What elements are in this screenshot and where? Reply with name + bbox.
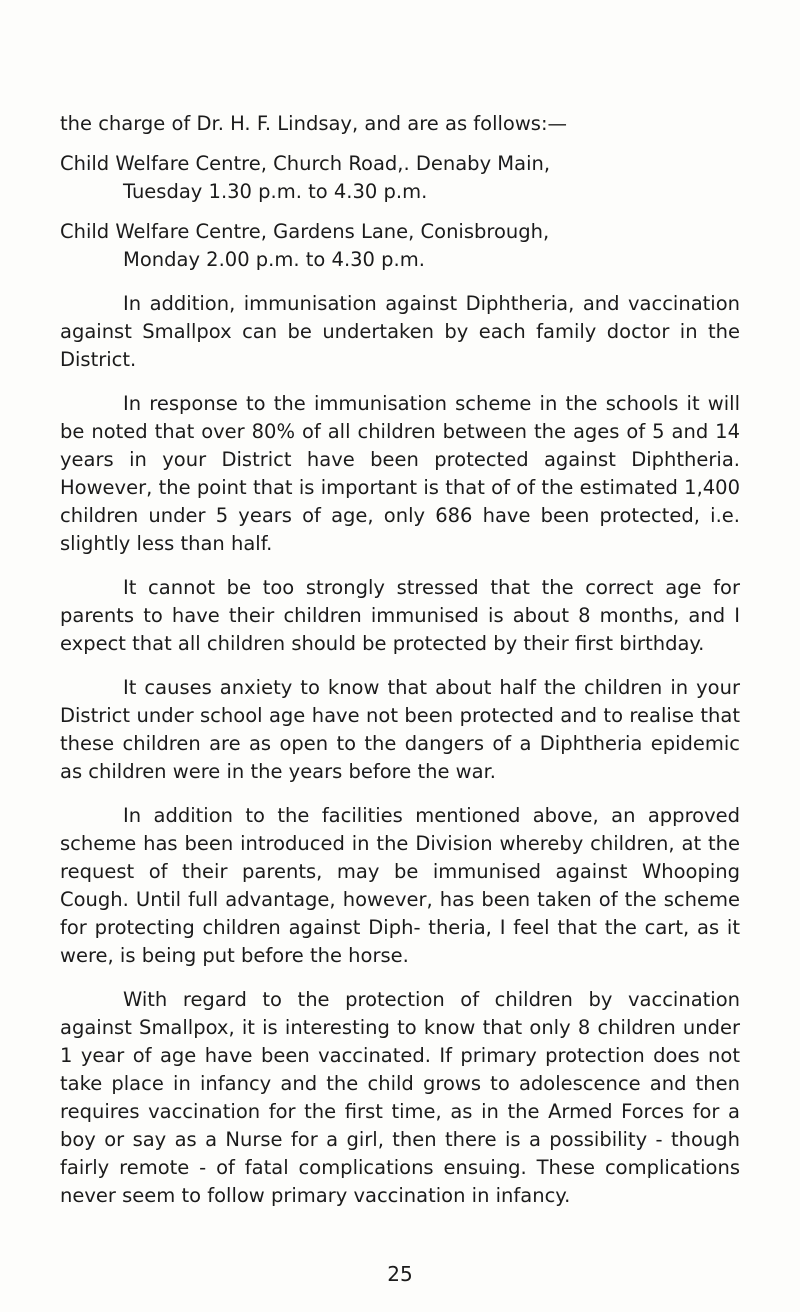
centre-location: Child Welfare Centre, Church Road,. Denaby Main, (60, 152, 551, 175)
paragraph-smallpox: With regard to the protection of children by vaccination against Smallpox, it is interesting to know that only 8 children under 1 year of age have been vaccinated. If primary protection does not take place in infancy and the child grows to adolescence and then requires vaccination for the first time, as in the Armed Forces for a boy or say as a Nurse for a girl, then there is a possibility - though fairly remote - of fatal complications ensuing. These complications never seem to follow primary vaccination in infancy. (60, 988, 740, 1207)
welfare-centre-entry (60, 150, 740, 206)
paragraph-family-doctor: In addition, immunisation against Diphtheria, and vaccination against Smallpox can be undertaken by each family doctor in the District. (60, 292, 740, 371)
centre-time: Monday 2.00 p.m. to 4.30 p.m. (123, 248, 425, 271)
welfare-centre-entry (60, 218, 740, 274)
paragraph-correct-age: It cannot be too strongly stressed that the correct age for parents to have their children immunised is about 8 months, and I expect that all children should be protected by their first birthday. (60, 576, 740, 655)
paragraph-anxiety: It causes anxiety to know that about half the children in your District under school age have not been protected and to realise that these children are as open to the dangers of a Diphtheria epidemic as children were in the years before the war. (60, 676, 740, 783)
intro-line: the charge of Dr. H. F. Lindsay, and are as follows:— (60, 112, 568, 135)
document-body (60, 110, 740, 1210)
centre-time: Tuesday 1.30 p.m. to 4.30 p.m. (123, 180, 428, 203)
paragraph-immunisation-response: In response to the immunisation scheme in the schools it will be noted that over 80% of all children between the ages of 5 and 14 years in your District have been protected against Diphtheria. However, the point that is important is that of of the estimated 1,400 children under 5 years of age, only 686 have been protected, i.e. slightly less than half. (60, 392, 740, 555)
page-number: 25 (387, 1262, 413, 1286)
centre-location: Child Welfare Centre, Gardens Lane, Conisbrough, (60, 220, 550, 243)
paragraph-whooping-cough: In addition to the facilities mentioned above, an approved scheme has been introduced in the Division whereby children, at the request of their parents, may be immunised against Whooping Cough. Until full advantage, however, has been taken of the scheme for protecting children against Diph- theria, I feel that the cart, as it were, is being put before the horse. (60, 804, 740, 967)
